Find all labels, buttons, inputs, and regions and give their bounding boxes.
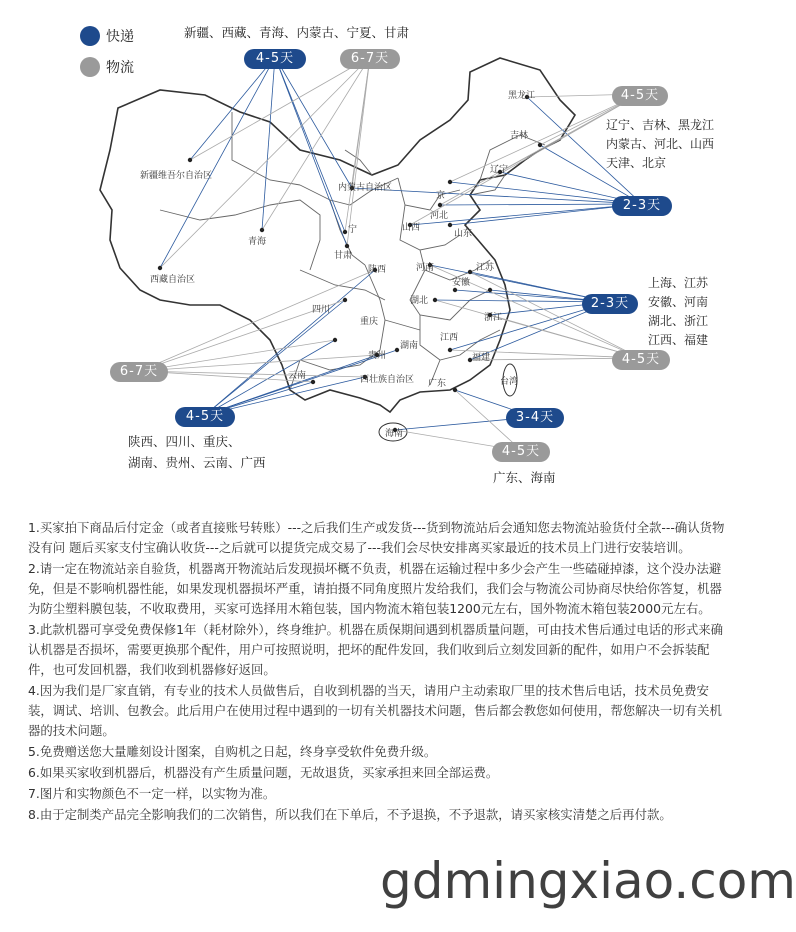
hainan-logistics-pill: 4-5天	[492, 442, 550, 462]
label-heilongjiang: 黑龙江	[508, 91, 536, 101]
south-region-list: 广东、海南	[493, 470, 556, 485]
label-hebei: 河北	[430, 211, 449, 221]
watermark-text: gdmingxiao.com	[380, 852, 796, 910]
label-neimenggu: 内蒙古自治区	[338, 183, 393, 193]
label-guizhou: 贵州	[368, 351, 387, 361]
label-jilin: 吉林	[510, 131, 529, 141]
top-logistics-pill: 6-7天	[340, 49, 400, 69]
west-logistics-pill: 6-7天	[110, 362, 168, 382]
south-express-pill: 3-4天	[506, 408, 564, 428]
southwest-region-line: 湖南、贵州、云南、广西	[128, 455, 266, 470]
label-zhejiang: 浙江	[484, 313, 503, 323]
label-guangdong: 广东	[428, 379, 447, 389]
label-shaanxi: 陕西	[368, 265, 387, 275]
label-gansu: 甘肃	[334, 251, 353, 261]
label-ningxia: 宁	[348, 225, 358, 235]
east-express-pill: 2-3天	[582, 294, 638, 314]
label-xinjiang: 新疆维吾尔自治区	[140, 171, 213, 181]
purchase-notes	[28, 518, 728, 826]
logistics-legend-dot	[80, 57, 100, 77]
logistics-legend-label: 物流	[106, 60, 134, 76]
note-item: 2.请一定在物流站亲自验货，机器离开物流站后发现损坏概不负责，机器在运输过程中多少会产生一些磕碰掉漆，这个没办法避免，但是不影响机器性能，如果发现机器损坏严重，请拍摄不同角度照片发给我们，我们会与物流公司协商尽快给你答复，机器为防尘塑料膜包装，不收取费用，买家可选择用木箱包装，国内物流木箱包装1200元左右，国外物流木箱包装2000元左右。	[28, 561, 722, 616]
north-region-line: 天津、北京	[606, 156, 667, 170]
north-region-line: 辽宁、吉林、黑龙江	[606, 118, 715, 132]
label-qinghai: 青海	[248, 237, 267, 247]
east-region-line: 江西、福建	[648, 333, 709, 347]
southeast-logistics-pill: 4-5天	[612, 350, 670, 370]
north-region-line: 内蒙古、河北、山西	[606, 137, 715, 151]
label-jiangsu: 江苏	[476, 263, 495, 273]
north-region-list	[606, 116, 714, 173]
label-hubei: 湖北	[410, 296, 429, 306]
label-shanxi: 山西	[402, 223, 421, 233]
label-anhui: 安徽	[452, 278, 471, 288]
east-region-line: 安徽、河南	[648, 295, 709, 309]
label-yunnan: 云南	[288, 371, 307, 381]
express-legend-dot	[80, 26, 100, 46]
label-sichuan: 四川	[312, 305, 331, 315]
northeast-logistics-pill: 4-5天	[612, 86, 668, 106]
east-region-line: 上海、江苏	[648, 276, 709, 290]
label-chongqing: 重庆	[360, 317, 379, 327]
label-jing: 京	[436, 191, 446, 201]
north-express-pill: 2-3天	[612, 196, 672, 216]
label-liaoning: 辽宁	[490, 165, 509, 175]
southwest-region-line: 陕西、四川、重庆、	[128, 434, 241, 449]
note-item: 3.此款机器可享受免费保修1年（耗材除外），终身维护。机器在质保期间遇到机器质量问题，可由技术售后通过电话的形式来确认机器是否损坏，需要更换那个配件，用户可按照说明，把坏的配件发回，我们收到后立刻发回新的配件，如用户不会拆装配件，也可发回机器，我们收到机器修好返回。	[28, 622, 723, 677]
label-taiwan: 台湾	[500, 377, 519, 387]
east-region-line: 湖北、浙江	[648, 314, 709, 328]
label-guangxi: 西壮族自治区	[360, 375, 415, 385]
southwest-express-pill: 4-5天	[175, 407, 235, 427]
label-hainan: 海南	[385, 429, 404, 439]
note-item: 7.图片和实物颜色不一定一样，以实物为准。	[28, 786, 276, 801]
label-xizang: 西藏自治区	[150, 275, 196, 285]
label-shandong: 山东	[454, 229, 473, 239]
label-fujian: 福建	[472, 353, 491, 363]
express-legend-label: 快递	[106, 29, 134, 45]
label-jiangxi: 江西	[440, 333, 459, 343]
china-outline	[100, 58, 575, 412]
note-item: 8.由于定制类产品完全影响我们的二次销售，所以我们在下单后，不予退换，不予退款，请买家核实清楚之后再付款。	[28, 807, 672, 822]
note-item: 4.因为我们是厂家直销，有专业的技术人员做售后，自收到机器的当天，请用户主动索取厂里的技术售后电话，技术员免费安装，调试、培训、包教会。此后用户在使用过程中遇到的一切有关机器技术问题，售后都会教您如何使用，帮您解决一切有关机器的技术问题。	[28, 683, 722, 738]
top-regions-text: 新疆、西藏、青海、内蒙古、宁夏、甘肃	[184, 25, 410, 40]
note-item: 5.免费赠送您大量雕刻设计图案，自购机之日起，终身享受软件免费升级。	[28, 744, 437, 759]
southwest-region-list	[128, 431, 266, 473]
east-region-list	[648, 274, 708, 350]
note-item: 1.买家拍下商品后付定金（或者直接账号转账）---之后我们生产或发货---货到物流站后会通知您去物流站验货付全款---确认货物没有问 题后买家支付宝确认收货---之后就可以提货完成交易了---我们会尽快安排离买家最近的技术员上门进行安装培训。	[28, 520, 725, 555]
top-express-pill: 4-5天	[244, 49, 306, 69]
label-henan: 河南	[416, 263, 435, 273]
label-hunan: 湖南	[400, 341, 419, 351]
note-item: 6.如果买家收到机器后，机器没有产生质量问题，无故退货，买家承担来回全部运费。	[28, 765, 499, 780]
